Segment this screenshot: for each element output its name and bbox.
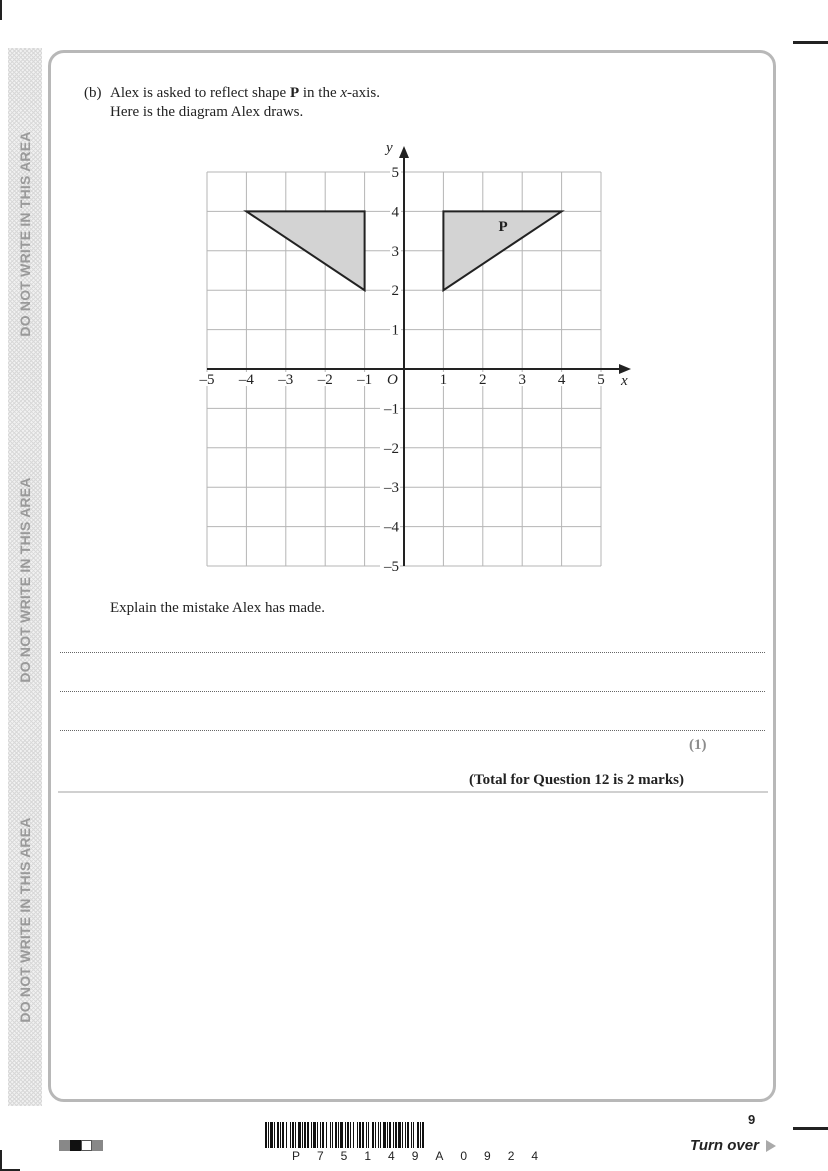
question-total: (Total for Question 12 is 2 marks) xyxy=(469,772,685,788)
page-number: 9 xyxy=(748,1112,756,1127)
answer-line[interactable] xyxy=(60,652,765,653)
x-tick-label: –3 xyxy=(278,372,294,388)
y-tick-label: 2 xyxy=(391,283,399,300)
barcode xyxy=(265,1122,565,1150)
y-tick-label: –3 xyxy=(384,480,399,497)
x-tick-label: 4 xyxy=(557,372,566,388)
marks-available: (1) xyxy=(689,737,707,753)
origin-label: O xyxy=(387,372,398,388)
crop-mark xyxy=(793,1127,828,1130)
question-part-label: (b) xyxy=(84,85,102,101)
y-tick-label: –5 xyxy=(384,559,399,575)
x-tick-label: 1 xyxy=(439,372,448,388)
y-tick-label: 4 xyxy=(391,204,399,221)
y-tick-label: 1 xyxy=(391,322,399,339)
y-tick-label: –1 xyxy=(384,401,399,418)
answer-line[interactable] xyxy=(60,691,765,692)
x-tick-label: 5 xyxy=(597,372,605,388)
coordinate-grid xyxy=(190,136,650,581)
y-axis-arrow-icon xyxy=(399,146,409,158)
x-tick-label: 3 xyxy=(518,372,526,388)
crop-mark xyxy=(0,0,2,20)
x-axis-label: x xyxy=(621,373,628,389)
y-tick-label: –4 xyxy=(384,519,399,536)
barcode-text: P75149A0924 xyxy=(292,1149,556,1163)
question-line-2: Here is the diagram Alex draws. xyxy=(110,104,304,120)
x-tick-label: –4 xyxy=(238,372,254,388)
turn-over-label: Turn over xyxy=(690,1137,759,1154)
shape-p-label: P xyxy=(498,219,508,236)
crop-mark xyxy=(793,41,828,44)
y-tick-label: –2 xyxy=(384,440,399,457)
turn-over-arrow-icon xyxy=(766,1140,776,1152)
axes xyxy=(207,146,631,566)
x-tick-label: –5 xyxy=(199,372,215,388)
x-tick-label: –2 xyxy=(317,372,333,388)
x-tick-label: 2 xyxy=(479,372,487,388)
explain-prompt: Explain the mistake Alex has made. xyxy=(110,600,325,616)
total-divider xyxy=(58,791,768,793)
page-code-blocks xyxy=(59,1140,103,1151)
question-line-1: Alex is asked to reflect shape P in the x-axis. xyxy=(110,85,380,101)
y-tick-label: 3 xyxy=(391,243,399,260)
y-tick-label: 5 xyxy=(391,165,399,181)
answer-line[interactable] xyxy=(60,730,765,731)
y-axis-label: y xyxy=(386,140,393,156)
x-tick-label: –1 xyxy=(357,372,373,388)
crop-mark xyxy=(0,1150,2,1171)
